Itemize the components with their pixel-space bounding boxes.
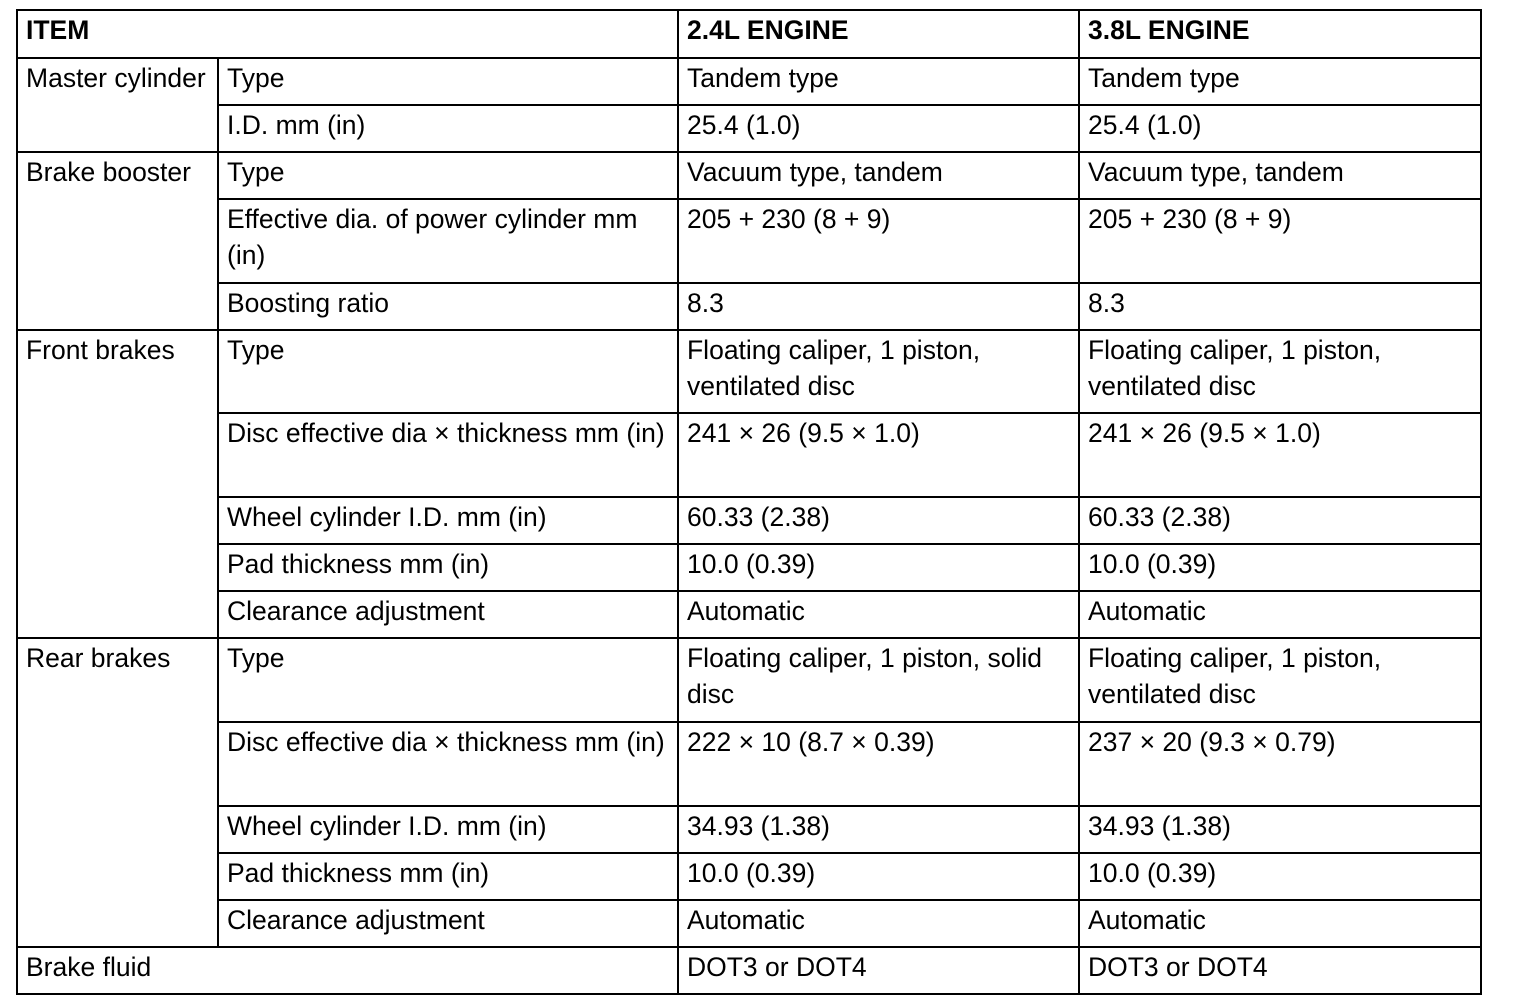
table-row xyxy=(17,152,1481,199)
item-cell: Pad thickness mm (in) xyxy=(218,853,678,900)
item-cell: Boosting ratio xyxy=(218,283,678,330)
table-row xyxy=(17,497,1481,544)
value-3-8l: DOT3 or DOT4 xyxy=(1079,947,1481,994)
table-row xyxy=(17,900,1481,947)
item-brake-fluid: Brake fluid xyxy=(17,947,678,994)
group-label-rear-brakes: Rear brakes xyxy=(17,638,218,947)
value-2-4l: Vacuum type, tandem xyxy=(678,152,1079,199)
value-2-4l: 205 + 230 (8 + 9) xyxy=(678,199,1079,283)
item-cell: Type xyxy=(218,152,678,199)
value-3-8l: Floating caliper, 1 piston, ventilated disc xyxy=(1079,638,1481,722)
table-row xyxy=(17,853,1481,900)
item-cell: Disc effective dia × thickness mm (in) xyxy=(218,413,678,497)
item-cell: Type xyxy=(218,330,678,413)
table-row xyxy=(17,947,1481,994)
table-row xyxy=(17,330,1481,413)
table-row xyxy=(17,413,1481,497)
table-row xyxy=(17,58,1481,105)
header-row xyxy=(17,10,1481,58)
value-2-4l: 60.33 (2.38) xyxy=(678,497,1079,544)
value-3-8l: Vacuum type, tandem xyxy=(1079,152,1481,199)
item-cell: Disc effective dia × thickness mm (in) xyxy=(218,722,678,806)
value-2-4l: DOT3 or DOT4 xyxy=(678,947,1079,994)
value-3-8l: 25.4 (1.0) xyxy=(1079,105,1481,152)
value-2-4l: 10.0 (0.39) xyxy=(678,853,1079,900)
value-3-8l: 10.0 (0.39) xyxy=(1079,544,1481,591)
brake-spec-table xyxy=(16,9,1482,995)
value-3-8l: 237 × 20 (9.3 × 0.79) xyxy=(1079,722,1481,806)
value-2-4l: Floating caliper, 1 piston, solid disc xyxy=(678,638,1079,722)
value-2-4l: 222 × 10 (8.7 × 0.39) xyxy=(678,722,1079,806)
value-3-8l: 8.3 xyxy=(1079,283,1481,330)
value-3-8l: 205 + 230 (8 + 9) xyxy=(1079,199,1481,283)
value-3-8l: 34.93 (1.38) xyxy=(1079,806,1481,853)
header-item: ITEM xyxy=(17,10,678,58)
item-cell: Wheel cylinder I.D. mm (in) xyxy=(218,497,678,544)
table-row xyxy=(17,722,1481,806)
value-3-8l: Tandem type xyxy=(1079,58,1481,105)
value-3-8l: 60.33 (2.38) xyxy=(1079,497,1481,544)
table-row xyxy=(17,591,1481,638)
item-cell: Clearance adjustment xyxy=(218,591,678,638)
header-3-8l-engine: 3.8L ENGINE xyxy=(1079,10,1481,58)
item-cell: Type xyxy=(218,638,678,722)
item-cell: Effective dia. of power cylinder mm (in) xyxy=(218,199,678,283)
item-cell: Type xyxy=(218,58,678,105)
value-3-8l: 241 × 26 (9.5 × 1.0) xyxy=(1079,413,1481,497)
value-3-8l: Automatic xyxy=(1079,900,1481,947)
value-2-4l: 10.0 (0.39) xyxy=(678,544,1079,591)
group-label-brake-booster: Brake booster xyxy=(17,152,218,330)
table-row xyxy=(17,806,1481,853)
value-2-4l: 25.4 (1.0) xyxy=(678,105,1079,152)
value-3-8l: Floating caliper, 1 piston, ventilated disc xyxy=(1079,330,1481,413)
item-cell: Pad thickness mm (in) xyxy=(218,544,678,591)
group-label-master-cylinder: Master cylinder xyxy=(17,58,218,152)
value-2-4l: Tandem type xyxy=(678,58,1079,105)
value-2-4l: 241 × 26 (9.5 × 1.0) xyxy=(678,413,1079,497)
value-2-4l: 34.93 (1.38) xyxy=(678,806,1079,853)
table-row xyxy=(17,283,1481,330)
table-row xyxy=(17,105,1481,152)
value-3-8l: 10.0 (0.39) xyxy=(1079,853,1481,900)
item-cell: Clearance adjustment xyxy=(218,900,678,947)
table-row xyxy=(17,199,1481,283)
value-2-4l: Floating caliper, 1 piston, ventilated disc xyxy=(678,330,1079,413)
value-2-4l: Automatic xyxy=(678,900,1079,947)
item-cell: Wheel cylinder I.D. mm (in) xyxy=(218,806,678,853)
value-2-4l: Automatic xyxy=(678,591,1079,638)
item-cell: I.D. mm (in) xyxy=(218,105,678,152)
table-row xyxy=(17,638,1481,722)
value-3-8l: Automatic xyxy=(1079,591,1481,638)
header-2-4l-engine: 2.4L ENGINE xyxy=(678,10,1079,58)
table-row xyxy=(17,544,1481,591)
value-2-4l: 8.3 xyxy=(678,283,1079,330)
group-label-front-brakes: Front brakes xyxy=(17,330,218,638)
